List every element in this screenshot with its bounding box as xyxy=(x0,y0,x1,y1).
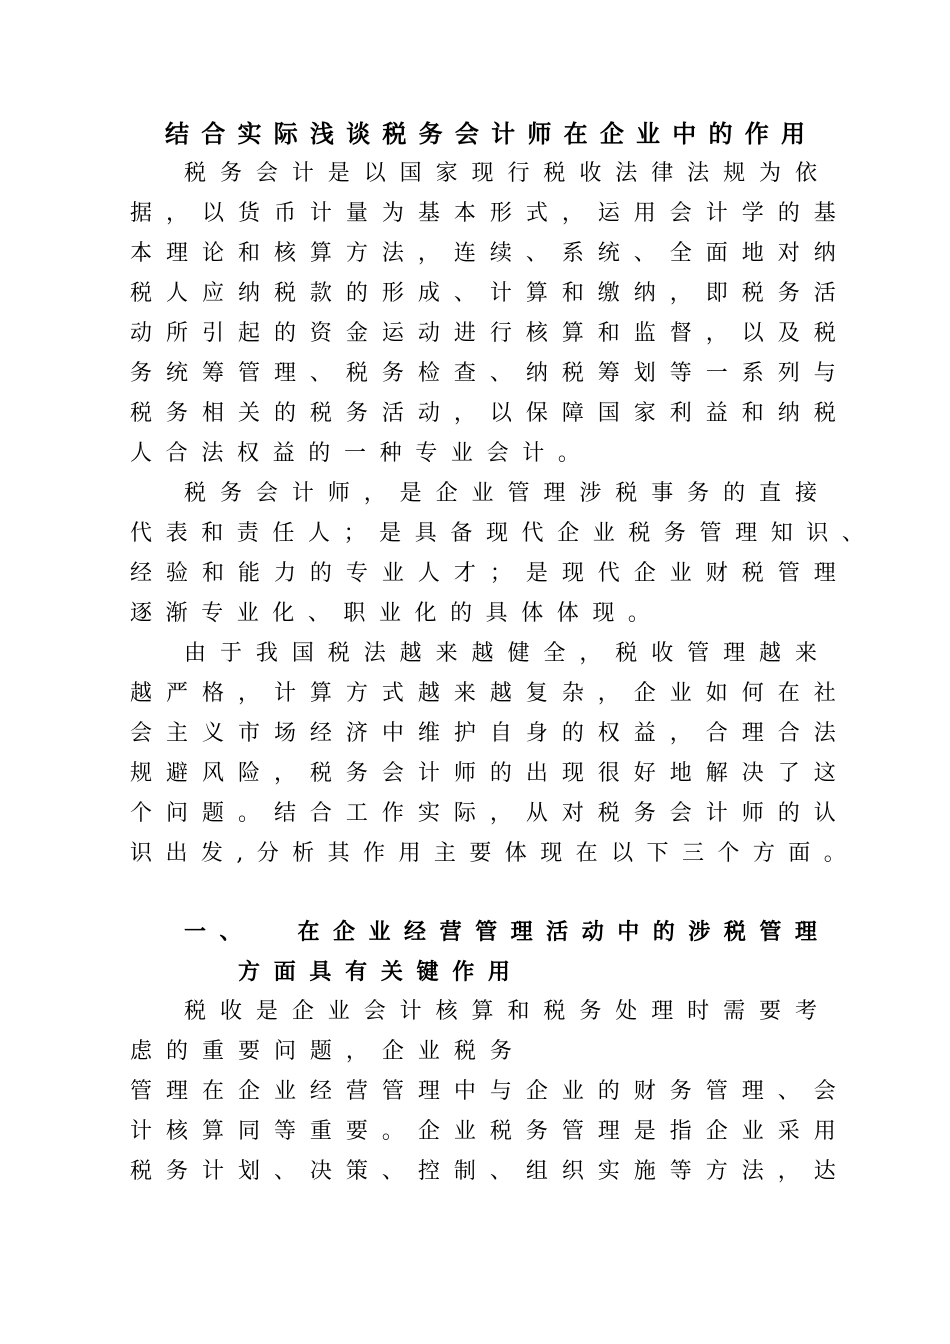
paragraph-4-line-4: 计 核 算 同 等 重 要 。 企 业 税 务 管 理 是 指 企 业 采 用 xyxy=(130,1119,836,1144)
paragraph-1-line-5: 动 所 引 起 的 资 金 运 动 进 行 核 算 和 监 督 ， 以 及 税 xyxy=(130,321,836,346)
paragraph-3-line-1: 由 于 我 国 税 法 越 来 越 健 全 ， 税 收 管 理 越 来 xyxy=(184,641,817,666)
paragraph-2-line-2: 代 表 和 责 任 人 ； 是 具 备 现 代 企 业 税 务 管 理 知 识 、 xyxy=(130,521,864,546)
paragraph-2-line-1: 税 务 会 计 师 ， 是 企 业 管 理 涉 税 事 务 的 直 接 xyxy=(184,481,817,506)
paragraph-3-line-2: 越 严 格 ， 计 算 方 式 越 来 越 复 杂 ， 企 业 如 何 在 社 xyxy=(130,681,836,706)
paragraph-2-line-3: 经 验 和 能 力 的 专 业 人 才 ； 是 现 代 企 业 财 税 管 理 xyxy=(130,561,836,586)
paragraph-4-line-3: 管 理 在 企 业 经 营 管 理 中 与 企 业 的 财 务 管 理 、 会 xyxy=(130,1079,836,1104)
paragraph-1-line-8: 人 合 法 权 益 的 一 种 专 业 会 计 。 xyxy=(130,441,580,466)
paragraph-4-line-2: 虑 的 重 要 问 题 ， 企 业 税 务 xyxy=(130,1039,512,1064)
paragraph-3-line-4: 规 避 风 险 ， 税 务 会 计 师 的 出 现 很 好 地 解 决 了 这 xyxy=(130,761,836,786)
section-heading-line-2: 方 面 具 有 关 键 作 用 xyxy=(238,959,510,985)
section-heading-line-1: 一 、 在 企 业 经 营 管 理 活 动 中 的 涉 税 管 理 xyxy=(184,919,817,945)
paragraph-4-line-5: 税 务 计 划 、 决 策 、 控 制 、 组 织 实 施 等 方 法 ， 达 xyxy=(130,1159,836,1184)
paragraph-1-line-7: 税 务 相 关 的 税 务 活 动 ， 以 保 障 国 家 利 益 和 纳 税 xyxy=(130,401,836,426)
paragraph-1-line-6: 务 统 筹 管 理 、 税 务 检 查 、 纳 税 筹 划 等 一 系 列 与 xyxy=(130,361,836,386)
paragraph-2-line-4: 逐 渐 专 业 化 、 职 业 化 的 具 体 体 现 。 xyxy=(130,601,650,626)
document-title: 结 合 实 际 浅 谈 税 务 会 计 师 在 企 业 中 的 作 用 xyxy=(165,119,805,148)
paragraph-3-line-5: 个 问 题 。 结 合 工 作 实 际 ， 从 对 税 务 会 计 师 的 认 xyxy=(130,801,836,826)
paragraph-3-line-3: 会 主 义 市 场 经 济 中 维 护 自 身 的 权 益 ， 合 理 合 法 xyxy=(130,721,836,746)
paragraph-1-line-3: 本 理 论 和 核 算 方 法 ， 连 续 、 系 统 、 全 面 地 对 纳 xyxy=(130,241,836,266)
paragraph-3-line-6: 识 出 发 , 分 析 其 作 用 主 要 体 现 在 以 下 三 个 方 面 。 xyxy=(130,841,846,866)
paragraph-1-line-1: 税 务 会 计 是 以 国 家 现 行 税 收 法 律 法 规 为 依 xyxy=(184,161,817,186)
paragraph-1-line-4: 税 人 应 纳 税 款 的 形 成 、 计 算 和 缴 纳 ， 即 税 务 活 xyxy=(130,281,836,306)
paragraph-4-line-1: 税 收 是 企 业 会 计 核 算 和 税 务 处 理 时 需 要 考 xyxy=(184,999,817,1024)
paragraph-1-line-2: 据 ， 以 货 币 计 量 为 基 本 形 式 ， 运 用 会 计 学 的 基 xyxy=(130,201,836,226)
